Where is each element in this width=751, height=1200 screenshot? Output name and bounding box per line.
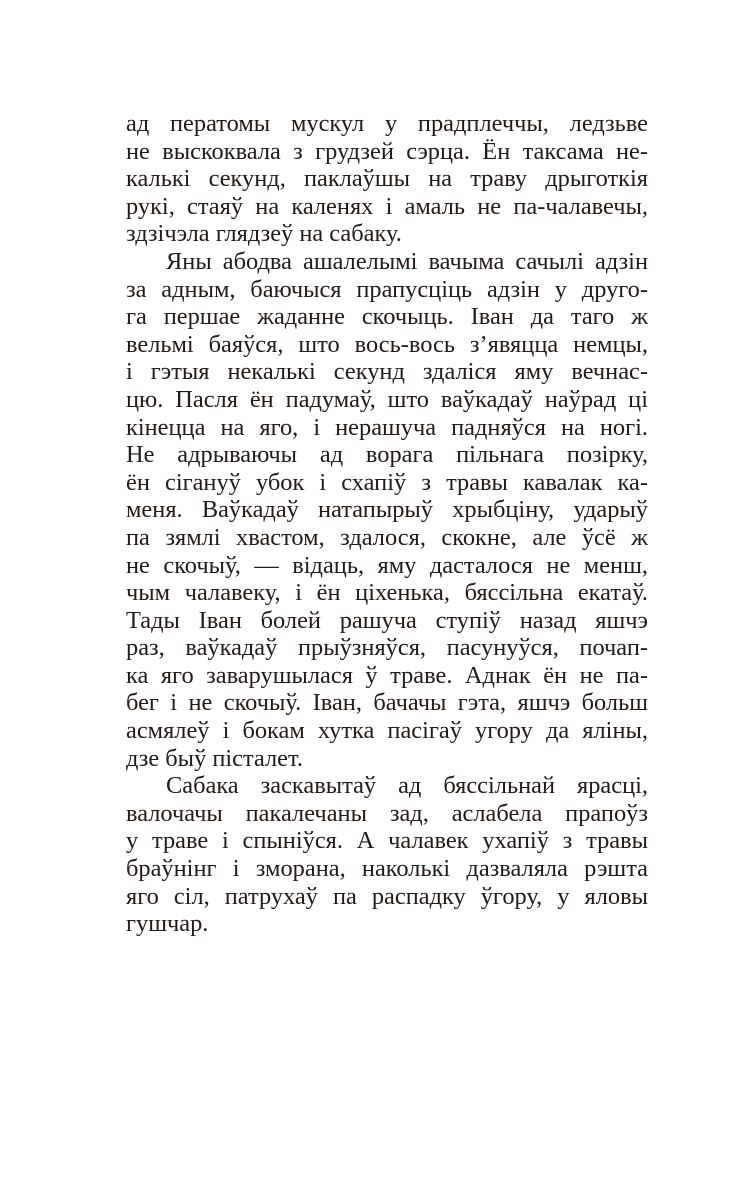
text-line: калькі секунд, паклаўшы на траву дрыготкія (126, 165, 648, 193)
paragraph (126, 110, 648, 248)
book-page-text (126, 110, 648, 938)
text-line: Тады Іван болей рашуча ступіў назад яшчэ (126, 606, 648, 634)
text-line: ён сігануў убок і схапіў з травы кавалак ка- (126, 468, 648, 496)
text-line: ад ператомы мускул у прадплеччы, ледзьве (126, 110, 648, 137)
text-line: не выскоквала з грудзей сэрца. Ён таксама не- (126, 137, 648, 165)
text-line: у траве і спыніўся. А чалавек ухапіў з травы (126, 827, 648, 855)
paragraph (126, 772, 648, 938)
text-line: асмялеў і бокам хутка пасігаў угору да яліны, (126, 717, 648, 745)
text-line: за адным, баючыся прапусціць адзін у друго- (126, 275, 648, 303)
text-line: здзічэла глядзеў на сабаку. (126, 220, 402, 248)
text-line: дзе быў пісталет. (126, 744, 303, 772)
text-line: Сабака заскавытаў ад бяссільнай ярасці, (166, 772, 648, 800)
text-line: бег і не скочыў. Іван, бачачы гэта, яшчэ больш (126, 689, 648, 717)
text-line: Не адрываючы ад ворага пільнага позірку, (126, 441, 648, 469)
text-line: кінецца на яго, і нерашуча падняўся на ногі. (126, 413, 648, 441)
text-line: вельмі баяўся, што вось-вось з’явяцца немцы, (126, 330, 648, 358)
text-line: цю. Пасля ён падумаў, што ваўкадаў наўрад ці (126, 385, 648, 413)
text-line: валочачы пакалечаны зад, аслабела прапоўз (126, 799, 648, 827)
text-line: га першае жаданне скочыць. Іван да таго ж (126, 303, 648, 331)
text-line: рукі, стаяў на каленях і амаль не па-чалавечы, (126, 192, 648, 220)
text-line: чым чалавеку, і ён ціхенька, бяссільна екатаў. (126, 579, 648, 607)
text-line: па зямлі хвастом, здалося, скокне, але ўсё ж (126, 523, 648, 551)
text-line: гушчар. (126, 910, 209, 938)
paragraph (126, 248, 648, 772)
text-line: меня. Ваўкадаў натапырыў хрыбціну, ударыў (126, 496, 648, 524)
text-line: яго сіл, патрухаў па распадку ўгору, у яловы (126, 882, 648, 910)
text-line: і гэтыя некалькі секунд здаліся яму вечнас- (126, 358, 648, 386)
text-line: браўнінг і зморана, наколькі дазваляла рэшта (126, 855, 648, 883)
text-line: раз, ваўкадаў прыўзняўся, пасунуўся, почап- (126, 634, 648, 662)
text-line: не скочыў, — відаць, яму дасталося не менш, (126, 551, 648, 579)
text-line: Яны абодва ашалелымі вачыма сачылі адзін (166, 247, 648, 275)
text-line: ка яго заварушылася ў траве. Аднак ён не па- (126, 661, 648, 689)
